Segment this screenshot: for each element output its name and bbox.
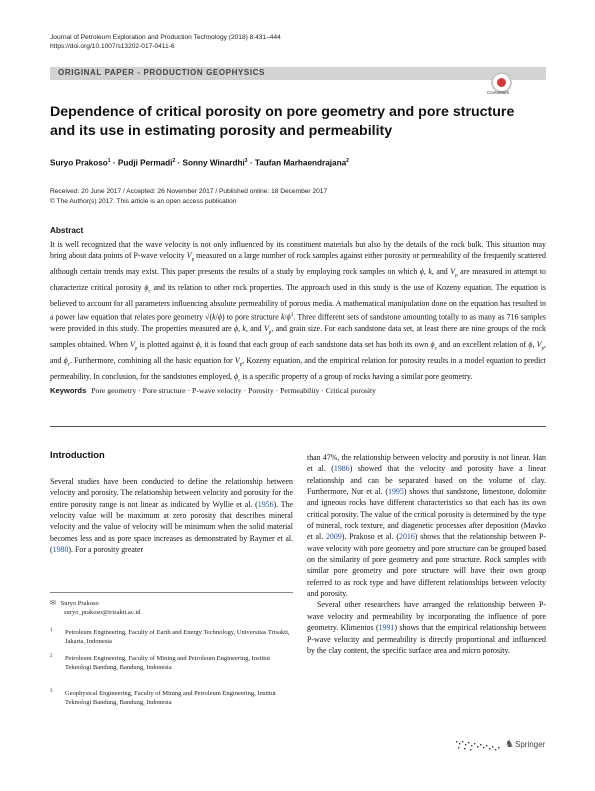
- publisher-logo: [455, 738, 555, 752]
- journal-citation: [50, 33, 281, 51]
- envelope-icon: ✉: [50, 599, 56, 607]
- affil-text: Petroleum Engineering, Faculty of Earth and Energy Technology, Universitas Trisakti, Jakarta, Indonesia: [65, 629, 290, 645]
- category-banner: [50, 67, 546, 80]
- author-separator: ·: [110, 158, 118, 168]
- abstract-heading: Abstract: [50, 226, 84, 235]
- author-name[interactable]: Sonny Winardhi: [182, 158, 245, 168]
- corresponding-author: [50, 599, 140, 617]
- author-separator: ·: [247, 158, 255, 168]
- keywords-label: Keywords: [50, 386, 87, 395]
- affiliation: [50, 654, 290, 681]
- corresp-name: Suryo Prakoso: [60, 600, 99, 607]
- citation-link[interactable]: 1991: [378, 623, 395, 633]
- keywords-text: Pore geometry · Pore structure · P-wave velocity · Porosity · Permeability · Critical porosity: [91, 386, 377, 395]
- paragraph: than 47%, the relationship between velocity and porosity is not linear. Han et al. (1986) showed that the velocity and porosity have a linear relationship and can be separated based on the volume of clay. Furthermore, Nur et al. (1995) shows that sandstone, limestone, dolomite and igneous rocks have different characteristics so that each has its own critical porosity. The value of the critical porosity is determined by the type of mineral, rock texture, and diagenetic processes after deposition (Mavko et al. 2009). Prakoso et al. (2016) shows that the relationship between P-wave velocity with pore geometry and pore structure can be grouped based on the similarity of pore geometry and pore structure. Rock samples with similar pore geometry and pore structure will have their own group referred to as rock type and have different relationships between velocity and porosity.: [307, 453, 547, 599]
- crossmark-label: CrossMark: [487, 90, 510, 95]
- author-separator: ·: [175, 158, 183, 168]
- paragraph: Several other researchers have arranged the relationship between P-wave velocity and permeability by incorporating the influence of pore geometry. Klimentos (1991) shows that the empirical relationship between P-wave velocity and permeability is directly proportional and influenced by the clay content, the specific surface area and micro porosity.: [307, 600, 546, 655]
- author-affil-num: 2: [172, 158, 176, 164]
- citation-link[interactable]: 1980: [52, 545, 69, 555]
- author-affil-num: 1: [107, 158, 111, 164]
- affil-num: 3: [50, 689, 53, 694]
- publisher-mark-icon: [455, 738, 503, 752]
- citation-link[interactable]: 1956: [257, 499, 274, 509]
- copyright-line: © The Author(s) 2017. This article is an open access publication: [50, 197, 237, 205]
- author-list: [50, 158, 349, 168]
- dates-line: Received: 20 June 2017 / Accepted: 26 November 2017 / Published online: 18 December 2017: [50, 188, 328, 195]
- citation-link[interactable]: 2016: [399, 532, 415, 542]
- footnote-rule: [50, 592, 293, 593]
- affiliation: [50, 689, 290, 716]
- paragraph: Several studies have been conducted to define the relationship between velocity and porosity. The relationship between velocity and porosity for the entire porosity range is not linear as indicated by Wyllie et al. (1956). The velocity value will be maximum at zero porosity that describes mineral velocity and the value of velocity will be minimum when the solid material becomes less and as pore space increases as demonstrated by Raymer et al. (1980). For a porosity greater: [50, 477, 293, 555]
- doi-link[interactable]: https://doi.org/10.1007/s13202-017-0411-6: [50, 43, 175, 50]
- author-name[interactable]: Suryo Prakoso: [50, 158, 108, 168]
- affiliation: [50, 628, 290, 648]
- affil-text: Geophysical Engineering, Faculty of Mining and Petroleum Engineering, Institut Teknologi Bandung, Bandung, Indonesia: [65, 690, 276, 706]
- category-label: ORIGINAL PAPER - PRODUCTION GEOPHYSICS: [58, 68, 265, 77]
- journal-line: Journal of Petroleum Exploration and Production Technology (2018) 8:431–444: [50, 34, 281, 41]
- section-divider: [50, 426, 546, 427]
- springer-horse-icon: ♞: [505, 739, 514, 750]
- affil-text: Petroleum Engineering, Faculty of Mining and Petroleum Engineering, Institut Teknologi Bandung, Bandung, Indonesia: [65, 655, 271, 671]
- publisher-name: Springer: [515, 740, 546, 749]
- crossmark-badge[interactable]: [487, 70, 527, 100]
- publication-history: [50, 187, 327, 206]
- author-name[interactable]: Taufan Marhaendrajana: [254, 158, 347, 168]
- title-line: and its use in estimating porosity and permeability: [50, 123, 393, 139]
- keywords: [50, 386, 546, 395]
- author-affil-num: 2: [346, 158, 349, 164]
- abstract-text: It is well recognized that the wave velocity is not only influenced by its constituent materials but also by the details of the rock bulk. This situation may bring about data points of P-wave velocity $V_p$ measured on a large number of rock samples against either porosity or permeability of the frequently scattered although certain trends may exist. This paper presents the results of a study by employing rock samples on which ϕ, k, and $V_p$ are measured in attempt to characterize critical porosity $\phi_c$ and its relation to other rock properties. The approach used in this study is the use of Kozeny equation. The equation is believed to account for all parameters influencing absolute permeability of porous media. A mathematical manipulation done on the equation has resulted in a power law equation that relates pore geometry √(k/ϕ) to pore structure $k/\phi^3$. Three different sets of sandstone amounting totally to as many as 716 samples were provided in this study. The properties measured are ϕ, k, and $V_p$, and grain size. For each sandstone data set, at least there are nine groups of the rock samples obtained. When $V_p$ is plotted against ϕ, it is found that each group of each sandstone data set has both its own $\phi_c$ and an excellent relation of ϕ, $V_p$, and $\phi_c$. Furthermore, combining all the basic equation for $V_p$, Kozeny equation, and the empirical relation for porosity results in a model equation to predict permeability. In conclusion, for the sandstones employed, $\phi_c$ is a specific property of a group of rocks having a similar pore geometry.: [50, 240, 547, 384]
- introduction-left-column: [50, 476, 293, 555]
- affil-num: 1: [50, 628, 53, 633]
- citation-link[interactable]: 2009: [325, 532, 342, 542]
- citation-link[interactable]: 1995: [388, 487, 404, 497]
- author-affil-num: 3: [244, 158, 248, 164]
- introduction-right-column: [307, 452, 546, 656]
- title-line: Dependence of critical porosity on pore geometry and pore structure: [50, 104, 515, 120]
- article-title: [50, 103, 520, 141]
- corresp-email[interactable]: suryo_prakoso@trisakti.ac.id: [64, 609, 141, 616]
- citation-link[interactable]: 1986: [333, 464, 350, 474]
- introduction-heading: Introduction: [50, 449, 105, 460]
- affil-num: 2: [50, 654, 53, 659]
- author-name[interactable]: Pudji Permadi: [117, 158, 173, 168]
